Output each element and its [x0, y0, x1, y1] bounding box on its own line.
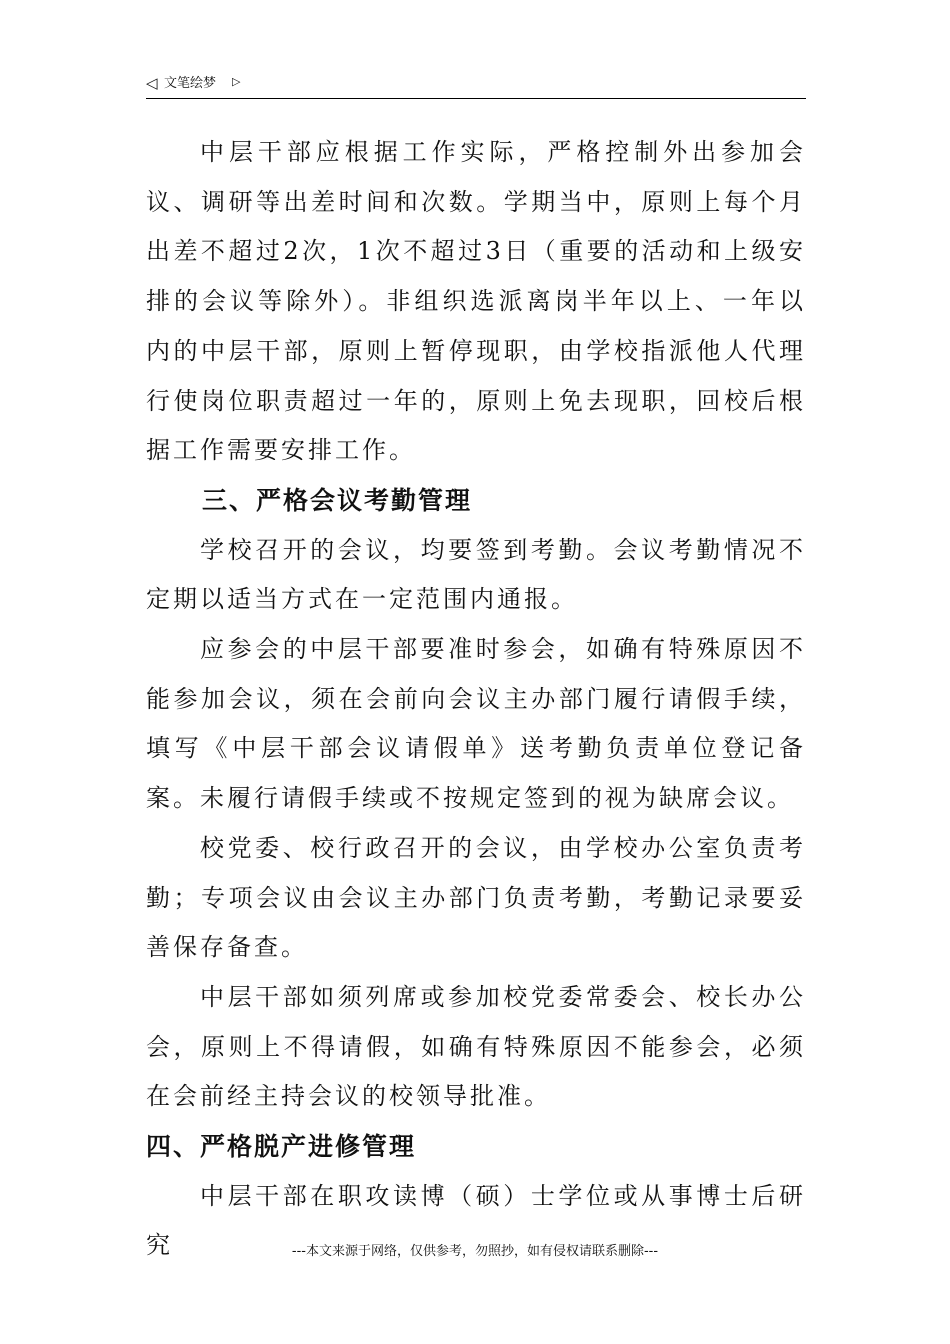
paragraph-degree-study: 中层干部在职攻读博（硕）士学位或从事博士后研究 — [146, 1181, 806, 1260]
page-footer-disclaimer: ---本文来源于网络，仅供参考，勿照抄，如有侵权请联系删除--- — [291, 1244, 659, 1259]
paragraph-committee-meetings: 中层干部如须列席或参加校党委常委会、校长办公会，原则上不得请假，如确有特殊原因不能参会，必须在会前经主持会议的校领导批准。 — [146, 982, 806, 1111]
page-header — [146, 72, 806, 99]
paragraph-meeting-signin: 学校召开的会议，均要签到考勤。会议考勤情况不定期以适当方式在一定范围内通报。 — [146, 535, 806, 614]
header-title: 文笔绘梦 — [164, 76, 217, 91]
document-body — [146, 128, 806, 1271]
paragraph-leave-procedure: 应参会的中层干部要准时参会，如确有特殊原因不能参加会议，须在会前向会议主办部门履行请假手续，填写《中层干部会议请假单》送考勤负责单位登记备案。未履行请假手续或不按规定签到的视为缺席会议。 — [146, 635, 806, 813]
left-triangle-icon: ◁ — [146, 74, 158, 92]
paragraph-attendance-responsibility: 校党委、校行政召开的会议，由学校办公室负责考勤；专项会议由会议主办部门负责考勤，考勤记录要妥善保存备查。 — [146, 833, 806, 962]
section-heading-study-leave: 四、严格脱产进修管理 — [146, 1132, 417, 1162]
section-heading-meeting-attendance: 三、严格会议考勤管理 — [202, 485, 473, 515]
right-triangle-icon: ▷ — [232, 75, 241, 88]
paragraph-travel-control: 中层干部应根据工作实际，严格控制外出参加会议、调研等出差时间和次数。学期当中，原则上每个月出差不超过2次，1次不超过3日（重要的活动和上级安排的会议等除外）。非组织选派离岗半年以上、一年以内的中层干部，原则上暂停现职，由学校指派他人代理行使岗位职责超过一年的，原则上免去现职，回校后根据工作需要安排工作。 — [146, 138, 806, 465]
